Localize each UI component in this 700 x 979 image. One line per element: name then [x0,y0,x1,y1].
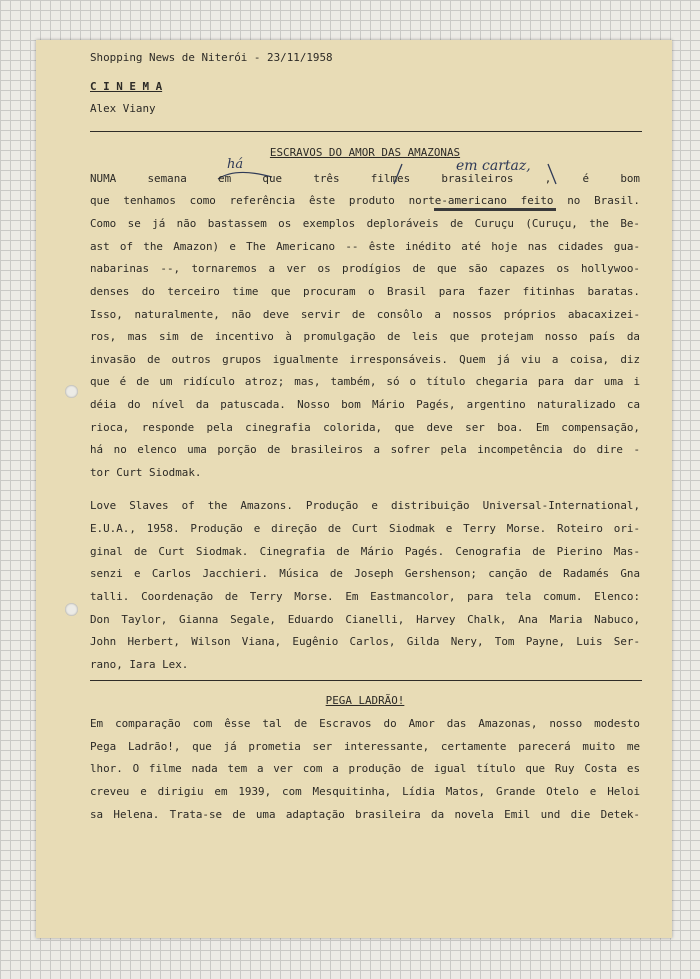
body-line: há no elenco uma porção de brasileiros a sofrer pela incompetência do dire - [90,443,640,457]
body-line: Em comparação com êsse tal de Escravos do Amor das Amazonas, nosso modesto [90,717,640,731]
binder-hole [65,385,78,398]
credits-line: senzi e Carlos Jacchieri. Música de Joseph Gershenson; canção de Radamés Gna [90,567,640,581]
document-page [36,40,672,938]
handwritten-em-cartaz: em cartaz, [456,157,531,174]
body-line: Isso, naturalmente, não deve servir de consôlo a nossos próprios abacaxizei- [90,307,640,321]
body-line: creveu e dirigiu em 1939, com Mesquitinha, Lídia Matos, Grande Otelo e Heloi [90,784,640,798]
body-line: Pega Ladrão!, que já prometia ser interessante, certamente parecerá muito me [90,739,640,753]
credits-line: Don Taylor, Gianna Segale, Eduardo Cianelli, Harvey Chalk, Ana Maria Nabuco, [90,612,640,626]
body-line: rioca, responde pela cinegrafia colorida, que deve ser boa. Em compensação, [90,420,640,434]
credits-line: talli. Coordenação de Terry Morse. Em Eastmancolor, para tela comum. Elenco: [90,589,640,603]
binder-hole [65,603,78,616]
body-line: ast of the Amazon) e The Americano -- êste inédito até hoje nas cidades gua- [90,239,640,253]
rule-divider [90,131,642,132]
body-line: déia do nível da patuscada. Nosso bom Mário Pagés, argentino naturalizado ca [90,398,640,412]
credits-line: John Herbert, Wilson Viana, Eugênio Carlos, Gilda Nery, Tom Payne, Luis Ser- [90,635,640,649]
body-line: nabarinas --, tornaremos a ver os prodígios de que são capazes os hollywoo- [90,262,640,276]
rule-divider [90,680,642,681]
review-title: ESCRAVOS DO AMOR DAS AMAZONAS [269,146,461,160]
section-heading: C I N E M A [90,79,163,93]
body-line: sa Helena. Trata-se de uma adaptação brasileira da novela Emil und die Detek- [90,807,640,821]
credits-line: Love Slaves of the Amazons. Produção e distribuição Universal-International, [90,499,640,513]
credits-line: E.U.A., 1958. Produção e direção de Curt Siodmak e Terry Morse. Roteiro ori- [90,522,640,536]
body-line: que é de um ridículo atroz; mas, também, só o título chegaria para dar uma i [90,375,640,389]
body-line: NUMA semana em que três filmes brasileiros , é bom [90,171,640,185]
body-line: Como se já não bastassem os exemplos deploráveis de Curuçu (Curuçu, the Be- [90,217,640,231]
body-line: ros, mas sim de incentivo à promulgação de leis que protejam nosso país da [90,330,640,344]
body-line: denses do terceiro time que procuram o Brasil para fazer fitinhas baratas. [90,284,640,298]
body-line: lhor. O filme nada tem a ver com a produção de igual título que Ruy Costa es [90,762,640,776]
credits-line: rano, Iara Lex. [90,657,189,671]
author-name: Alex Viany [90,102,156,116]
review-title: PEGA LADRÃO! [325,694,405,708]
body-line: que tenhamos como referência êste produto norte-americano feito no Brasil. [90,194,640,208]
body-line: invasão de outros grupos igualmente irresponsáveis. Quem já viu a coisa, diz [90,352,640,366]
handwritten-ha: há [227,157,244,172]
source-line: Shopping News de Niterói - 23/11/1958 [90,50,333,64]
credits-line: ginal de Curt Siodmak. Cinegrafia de Mário Pagés. Cenografia de Pierino Mas- [90,544,640,558]
strikethrough-mark [434,208,556,211]
body-line: tor Curt Siodmak. [90,465,202,479]
